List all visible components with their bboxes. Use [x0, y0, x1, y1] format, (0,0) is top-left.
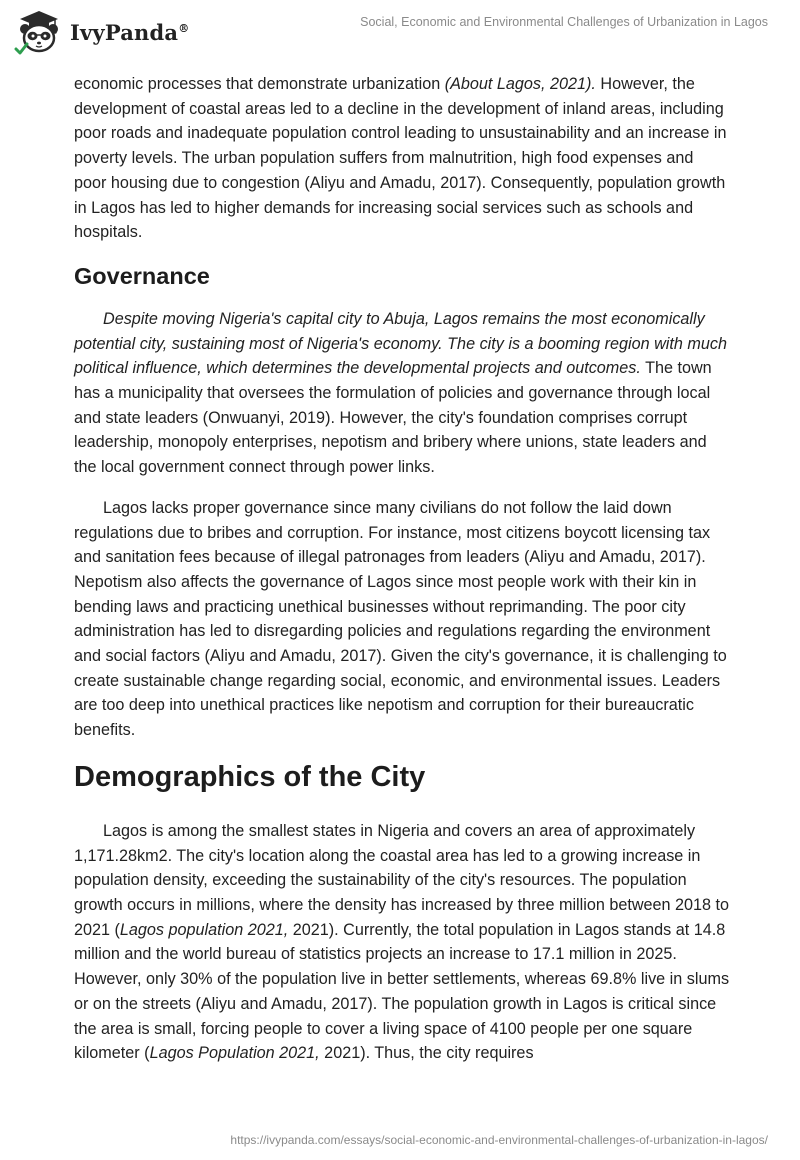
brand-logo[interactable] [14, 7, 189, 57]
citation: Lagos Population 2021, [149, 1044, 320, 1063]
demographics-paragraph-1: Lagos is among the smallest states in Nigeria and covers an area of approximately 1,171.28km2. The city's location along the coastal area has led to a growing increase in population density, exceeding the sustainability of the city's resources. The population growth occurs in millions, where the density has increased by three million between 2018 to 2021 (Lagos population 2021, 2021). Currently, the total population in Lagos stands at 14.8 million and the world bureau of statistics projects an increase to 17.1 million in 2025. However, only 30% of the population live in better settlements, whereas 69.8% live in slums or on the streets (Aliyu and Amadu, 2017). The population growth in Lagos is critical since the area is small, forcing people to cover a living space of 4100 people per one square kilometer (Lagos Population 2021, 2021). Thus, the city requires [74, 821, 730, 1063]
citation: Lagos population 2021, [119, 920, 289, 939]
page-header [0, 0, 800, 62]
intro-paragraph: economic processes that demonstrate urbanization (About Lagos, 2021). However, the development of coastal areas led to a decline in the development of inland areas, including poor roads and inadequate population control leading to unsustainability and an increase in poverty levels. The urban population suffers from malnutrition, high food expenses and poor housing due to congestion (Aliyu and Amadu, 2017). Consequently, population growth in Lagos has led to higher demands for increasing social services such as schools and hospitals. [74, 75, 727, 242]
brand-name: IvyPanda® [70, 19, 190, 45]
source-url-link[interactable]: https://ivypanda.com/essays/social-economic-and-environmental-challenges-of-urbanization-in-lagos/ [230, 1133, 768, 1147]
panda-logo-icon [14, 7, 62, 57]
document-title: Social, Economic and Environmental Challenges of Urbanization in Lagos [360, 15, 768, 29]
citation: (About Lagos, 2021). [444, 75, 596, 93]
governance-paragraph-2: Lagos lacks proper governance since many civilians do not follow the laid down regulations due to bribes and corruption. For instance, most citizens boycott licensing tax and sanitation fees because of illegal patronages from leaders (Aliyu and Amadu, 2017). Nepotism also affects the governance of Lagos since most people work with their kin in bending laws and practicing unethical businesses without reprimanding. The poor city administration has led to disregarding policies and regulations regarding the environment and social factors (Aliyu and Amadu, 2017). Given the city's governance, it is challenging to create sustainable change regarding social, economic, and environmental issues. Leaders are too deep into unethical practices like nepotism and corruption for their bureaucratic benefits. [74, 498, 727, 740]
essay-content [74, 72, 730, 1082]
section-heading-governance: Governance [74, 262, 210, 289]
governance-paragraph-1: Despite moving Nigeria's capital city to Abuja, Lagos remains the most economically potential city, sustaining most of Nigeria's economy. The city is a booming region with much political influence, which determines the developmental projects and outcomes. The town has a municipality that oversees the formulation of policies and governance through local and state leaders (Onwuanyi, 2019). However, the city's foundation comprises corrupt leadership, monopoly enterprises, nepotism and bribery where unions, state leaders and the local government connect through power links. [74, 309, 727, 477]
section-heading-demographics: Demographics of the City [74, 760, 426, 793]
